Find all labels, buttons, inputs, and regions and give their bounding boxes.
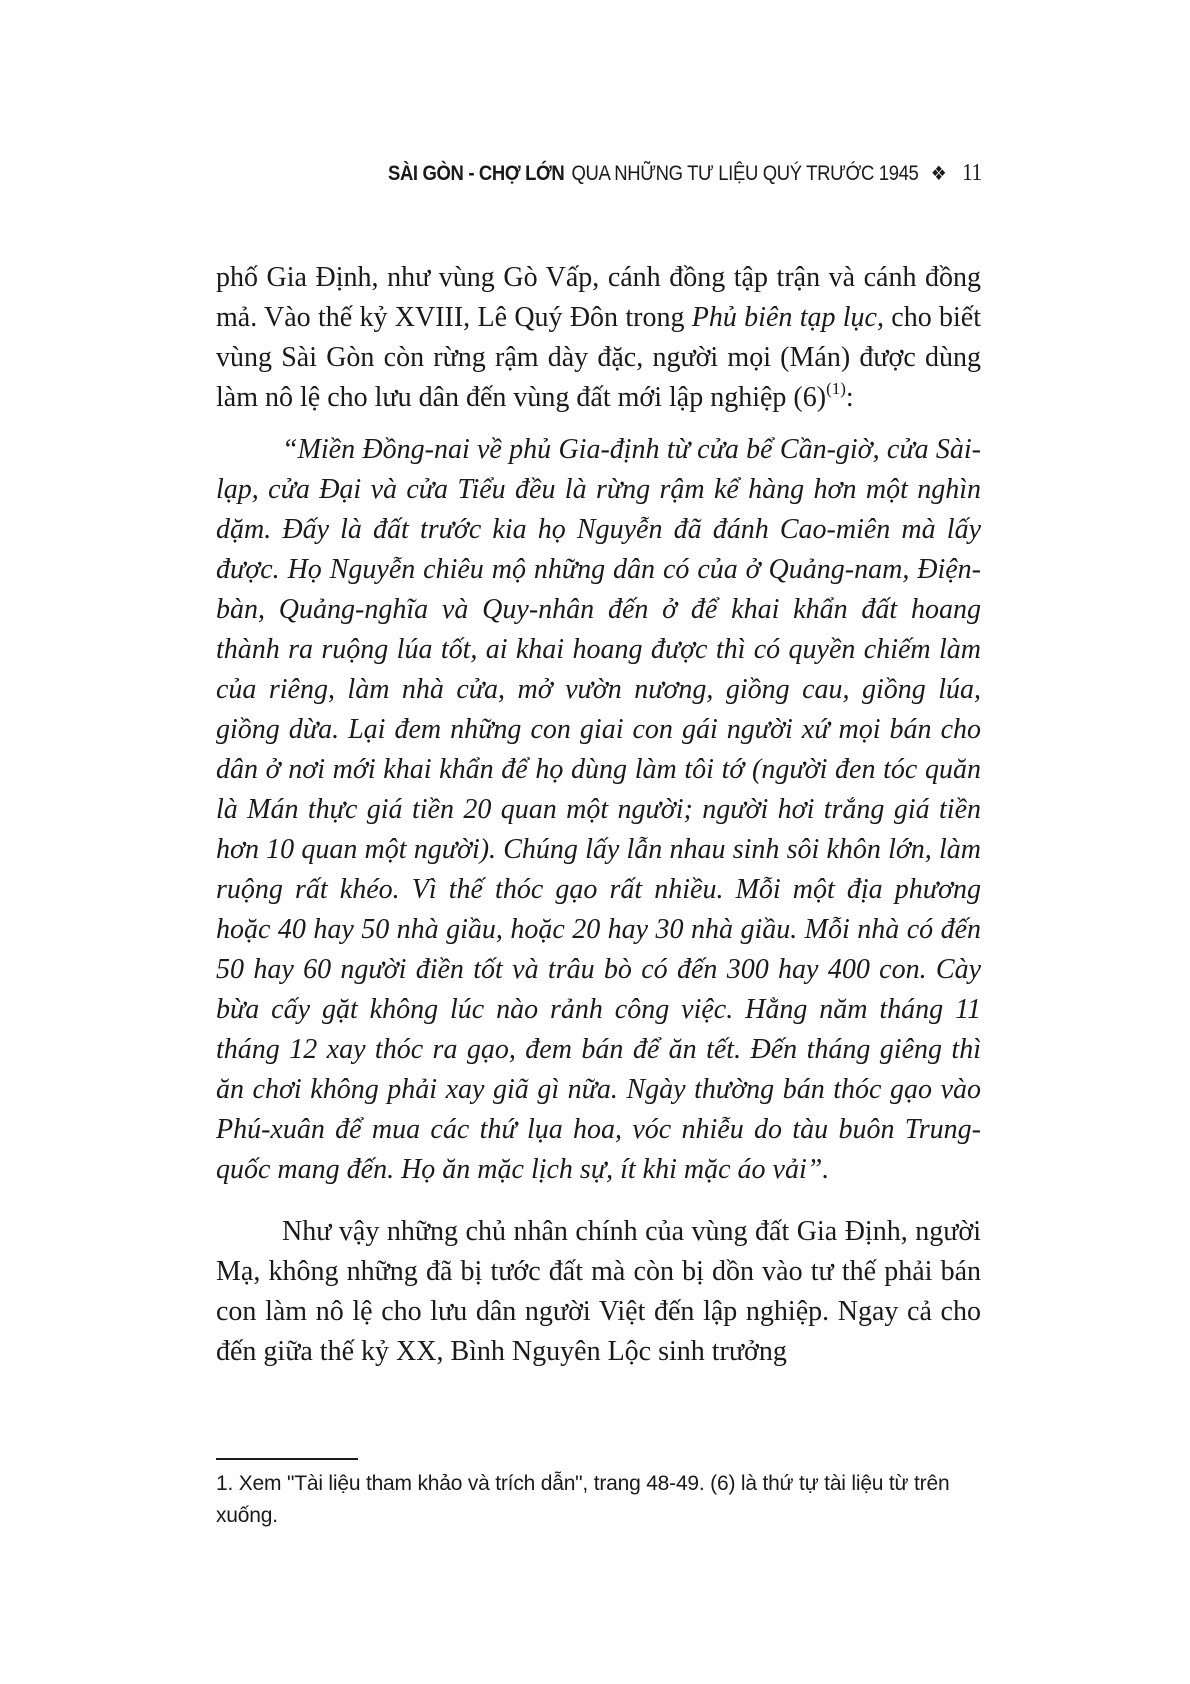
block-quote — [216, 430, 981, 1190]
paragraph-intro-end: : — [845, 382, 854, 413]
book-title-italic: Phủ biên tạp lục — [691, 302, 877, 333]
header-title-rest: QUA NHỮNG TƯ LIỆU QUÝ TRƯỚC 1945 — [571, 162, 919, 185]
main-text — [216, 258, 981, 1372]
paragraph-conclusion-text: Như vậy những chủ nhân chính của vùng đất Gia Định, người Mạ, không những đã bị tước đất mà còn bị dồn vào tư thế phải bán con làm nô lệ cho lưu dân người Việt đến lập nghiệp. Ngay cả cho đến giữa thế kỷ XX, Bình Nguyên Lộc sinh trưởng — [216, 1216, 981, 1367]
paragraph-intro — [216, 258, 981, 418]
paragraph-conclusion — [216, 1212, 981, 1372]
header-title-bold: SÀI GÒN - CHỢ LỚN — [388, 162, 565, 185]
running-header — [388, 160, 982, 187]
quote-text: “Miền Đồng-nai về phủ Gia-định từ cửa bể Cần-giờ, cửa Sài-lạp, cửa Đại và cửa Tiểu đều là rừng rậm kể hàng hơn một nghìn dặm. Đấy là đất trước kia họ Nguyễn đã đánh Cao-miên mà lấy được. Họ Nguyễn chiêu mộ những dân có của ở Quảng-nam, Điện-bàn, Quảng-nghĩa và Quy-nhân đến ở để khai khẩn đất hoang thành ra ruộng lúa tốt, ai khai hoang được thì có quyền chiếm làm của riêng, làm nhà cửa, mở vườn nương, giồng cau, giồng lúa, giồng dừa. Lại đem những con giai con gái người xứ mọi bán cho dân ở nơi mới khai khẩn để họ dùng làm tôi tớ (người đen tóc quăn là Mán thực giá tiền 20 quan một người; người hơi trắng giá tiền hơn 10 quan một người). Chúng lấy lẫn nhau sinh sôi khôn lớn, làm ruộng rất khéo. Vì thế thóc gạo rất nhiều. Mỗi một địa phương hoặc 40 hay 50 nhà giầu, hoặc 20 hay 30 nhà giầu. Mỗi nhà có đến 50 hay 60 người điền tốt và trâu bò có đến 300 hay 400 con. Cày bừa cấy gặt không lúc nào rảnh công việc. Hằng năm tháng 11 tháng 12 xay thóc ra gạo, đem bán để ăn tết. Đến tháng giêng thì ăn chơi không phải xay giã gì nữa. Ngày thường bán thóc gạo vào Phú-xuân để mua các thứ lụa hoa, vóc nhiễu do tàu buôn Trung-quốc mang đến. Họ ăn mặc lịch sự, ít khi mặc áo vải”. — [216, 434, 981, 1185]
footnote: 1. Xem "Tài liệu tham khảo và trích dẫn", trang 48-49. (6) là thứ tự tài liệu từ trên xuống. — [216, 1472, 950, 1527]
footnote-rule — [216, 1458, 358, 1460]
footnote-marker: (1) — [826, 379, 846, 398]
paragraph-intro-text: phố Gia Định, như vùng Gò Vấp, cánh đồng tập trận và cánh đồng mả. Vào thế kỷ XVIII, Lê Quý Đôn trong — [216, 262, 981, 333]
paragraph-intro-text-2: , cho biết vùng Sài Gòn còn rừng rậm dày đặc, người mọi (Mán) được dùng làm nô lệ cho lưu dân đến vùng đất mới lập nghiệp (6) — [216, 302, 982, 413]
page-number: 11 — [962, 160, 982, 186]
diamond-ornament-icon: ❖ — [931, 163, 947, 185]
